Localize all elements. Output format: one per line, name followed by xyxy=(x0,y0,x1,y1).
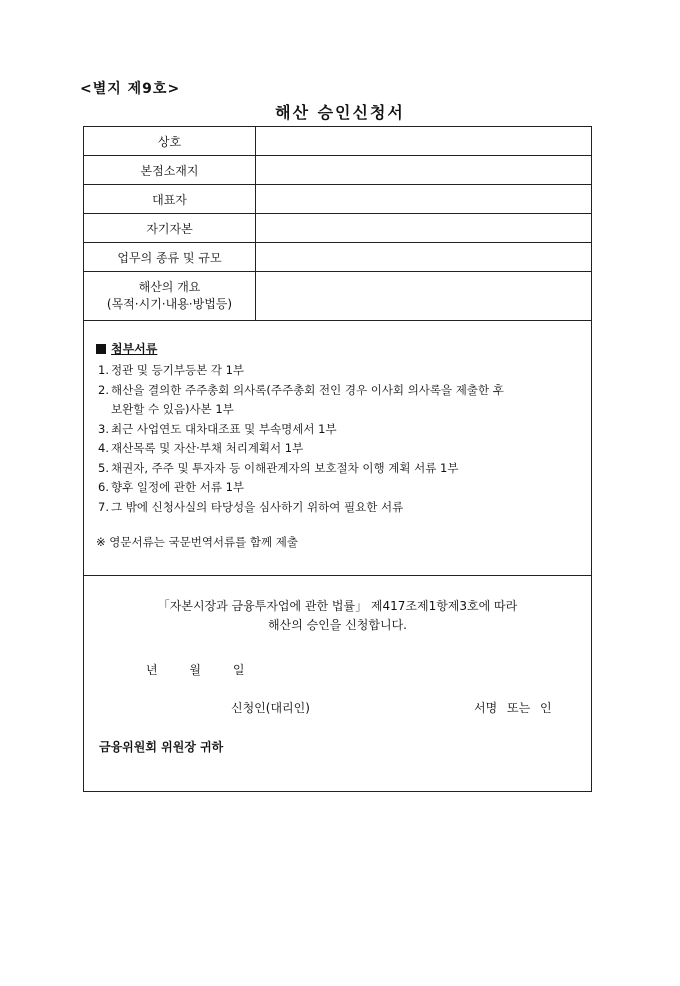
attachment-text: 재산목록 및 자산·부채 처리계획서 1부 xyxy=(111,441,304,455)
attachment-number: 3. xyxy=(98,421,109,436)
field-label-equity-capital: 자기자본 xyxy=(84,214,256,243)
field-row-business-type xyxy=(84,243,591,272)
applicant-label: 신청인(대리인) xyxy=(231,701,310,715)
attachment-text: 최근 사업연도 대차대조표 및 부속명세서 1부 xyxy=(111,421,337,436)
form-number: <별지 제9호> xyxy=(80,81,181,97)
attachment-number: 2. xyxy=(98,382,109,397)
field-label-business-type: 업무의 종류 및 규모 xyxy=(84,243,256,272)
field-row-dissolution-overview xyxy=(84,272,591,321)
attachment-item xyxy=(98,498,588,518)
addressee: 금융위원회 위원장 귀하 xyxy=(99,740,224,754)
attachment-text: 해산을 결의한 주주총회 의사록(주주총회 전인 경우 이사회 의사록을 제출한 후 xyxy=(111,382,504,397)
field-value-head-office[interactable] xyxy=(256,156,592,185)
attachment-number: 7. xyxy=(98,499,109,514)
field-value-equity-capital[interactable] xyxy=(256,214,592,243)
black-square-icon xyxy=(96,344,106,354)
date-month-label: 월 xyxy=(189,663,202,677)
field-row-trade-name xyxy=(84,127,591,156)
attachment-number: 1. xyxy=(98,363,109,377)
attachment-text: 향후 일정에 관한 서류 1부 xyxy=(111,480,245,494)
dissolution-overview-title: 해산의 개요 xyxy=(138,280,201,294)
application-form xyxy=(83,126,592,792)
attachment-number: 6. xyxy=(98,480,109,494)
field-value-representative[interactable] xyxy=(256,185,592,214)
attachment-item xyxy=(98,459,588,479)
attachment-number: 5. xyxy=(98,460,109,475)
attachments-list xyxy=(98,361,588,517)
dissolution-overview-subtitle: (목적·시기·내용·방법등) xyxy=(106,297,233,311)
signature-label: 서명 또는 인 xyxy=(474,701,552,715)
field-label-representative: 대표자 xyxy=(84,185,256,214)
legal-basis-statement: 「자본시장과 금융투자업에 관한 법률」 제417조제1항제3호에 따라 xyxy=(157,599,518,613)
date-day-label: 일 xyxy=(232,663,245,677)
attachment-text-continued: 보완할 수 있음)사본 1부 xyxy=(111,402,234,416)
date-year-label: 년 xyxy=(146,663,158,677)
field-label-head-office: 본점소재지 xyxy=(84,156,256,185)
field-value-dissolution-overview[interactable] xyxy=(256,272,592,321)
field-row-representative xyxy=(84,185,591,214)
translation-note: ※ 영문서류는 국문번역서류를 함께 제출 xyxy=(96,535,298,549)
field-value-business-type[interactable] xyxy=(256,243,592,272)
attachment-text: 그 밖에 신청사실의 타당성을 심사하기 위하여 필요한 서류 xyxy=(111,499,404,514)
attachments-section xyxy=(84,321,591,576)
attachment-text: 정관 및 등기부등본 각 1부 xyxy=(111,363,245,377)
attachment-item xyxy=(98,439,588,459)
document-title: 해산 승인신청서 xyxy=(275,103,405,122)
attachment-item xyxy=(98,381,588,420)
application-section xyxy=(84,576,591,986)
field-value-trade-name[interactable] xyxy=(256,127,592,156)
application-request-statement: 해산의 승인을 신청합니다. xyxy=(268,618,407,632)
attachments-heading-text: 첨부서류 xyxy=(111,342,158,356)
attachment-text: 채권자, 주주 및 투자자 등 이해관계자의 보호절차 이행 계획 서류 1부 xyxy=(111,460,459,475)
attachment-item xyxy=(98,361,588,381)
field-label-trade-name: 상호 xyxy=(84,127,256,156)
attachments-heading xyxy=(96,340,157,357)
field-label-dissolution-overview xyxy=(84,272,256,321)
attachment-number: 4. xyxy=(98,441,109,455)
attachment-item xyxy=(98,478,588,498)
field-row-head-office xyxy=(84,156,591,185)
attachment-item xyxy=(98,420,588,440)
company-info-table xyxy=(84,127,591,321)
application-date xyxy=(146,661,272,678)
field-row-equity-capital xyxy=(84,214,591,243)
